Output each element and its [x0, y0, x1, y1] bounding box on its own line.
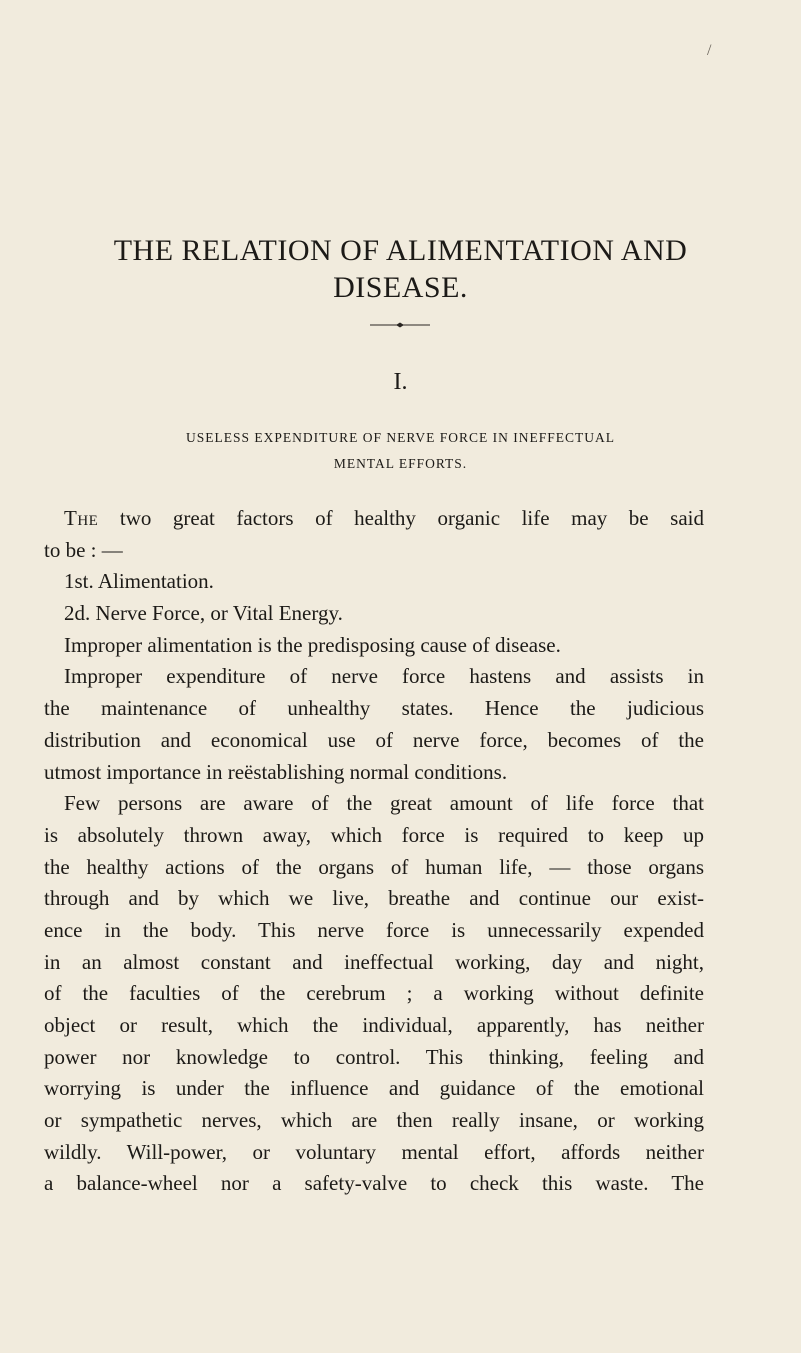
section-subheading-line-1: USELESS EXPENDITURE OF NERVE FORCE IN INEFFECTUAL [186, 430, 615, 445]
text-line: Improper alimentation is the predisposing cause of disease. [64, 632, 561, 657]
text-line: 2d. Nerve Force, or Vital Energy. [64, 601, 343, 626]
divider-ornament [370, 322, 430, 328]
corner-mark: / [707, 42, 712, 59]
section-number: I. [393, 369, 408, 395]
text-line: through and by which we live, breathe and continue our exist- [44, 886, 704, 911]
text-line: utmost importance in reëstablishing normal conditions. [44, 759, 508, 784]
text-line: or sympathetic nerves, which are then really insane, or working [44, 1108, 704, 1133]
text-line: of the faculties of the cerebrum ; a working without definite [44, 981, 704, 1006]
text-line: worrying is under the influence and guidance of the emotional [44, 1076, 704, 1101]
text-line: Few persons are aware of the great amount of life force that [64, 791, 704, 816]
text-line: The two great factors of healthy organic life may be said [64, 506, 704, 530]
text-line: distribution and economical use of nerve force, becomes of the [44, 727, 704, 752]
drop-word: The [64, 506, 99, 530]
text-line: power nor knowledge to control. This thinking, feeling and [44, 1044, 704, 1069]
text-line: 1st. Alimentation. [64, 569, 214, 594]
text-line: in an almost constant and ineffectual working, day and night, [44, 949, 704, 974]
text-line: to be : — [44, 537, 123, 562]
text-line: a balance-wheel nor a safety-valve to check this waste. The [44, 1171, 704, 1196]
section-subheading-line-2: MENTAL EFFORTS. [333, 456, 468, 471]
text-line: is absolutely thrown away, which force is required to keep up [44, 822, 704, 847]
text-line: ence in the body. This nerve force is unnecessarily expended [44, 917, 704, 942]
text-line: Improper expenditure of nerve force hastens and assists in [64, 664, 704, 689]
text-line: the healthy actions of the organs of human life, — those organs [44, 854, 704, 879]
chapter-title-line-2: DISEASE. [333, 271, 468, 304]
text-line: wildly. Will-power, or voluntary mental effort, affords neither [44, 1139, 704, 1164]
text-line: object or result, which the individual, apparently, has neither [44, 1013, 704, 1037]
text-line: the maintenance of unhealthy states. Hence the judicious [44, 696, 704, 721]
chapter-title-line-1: THE RELATION OF ALIMENTATION AND [113, 234, 688, 267]
body-text [44, 503, 704, 1200]
